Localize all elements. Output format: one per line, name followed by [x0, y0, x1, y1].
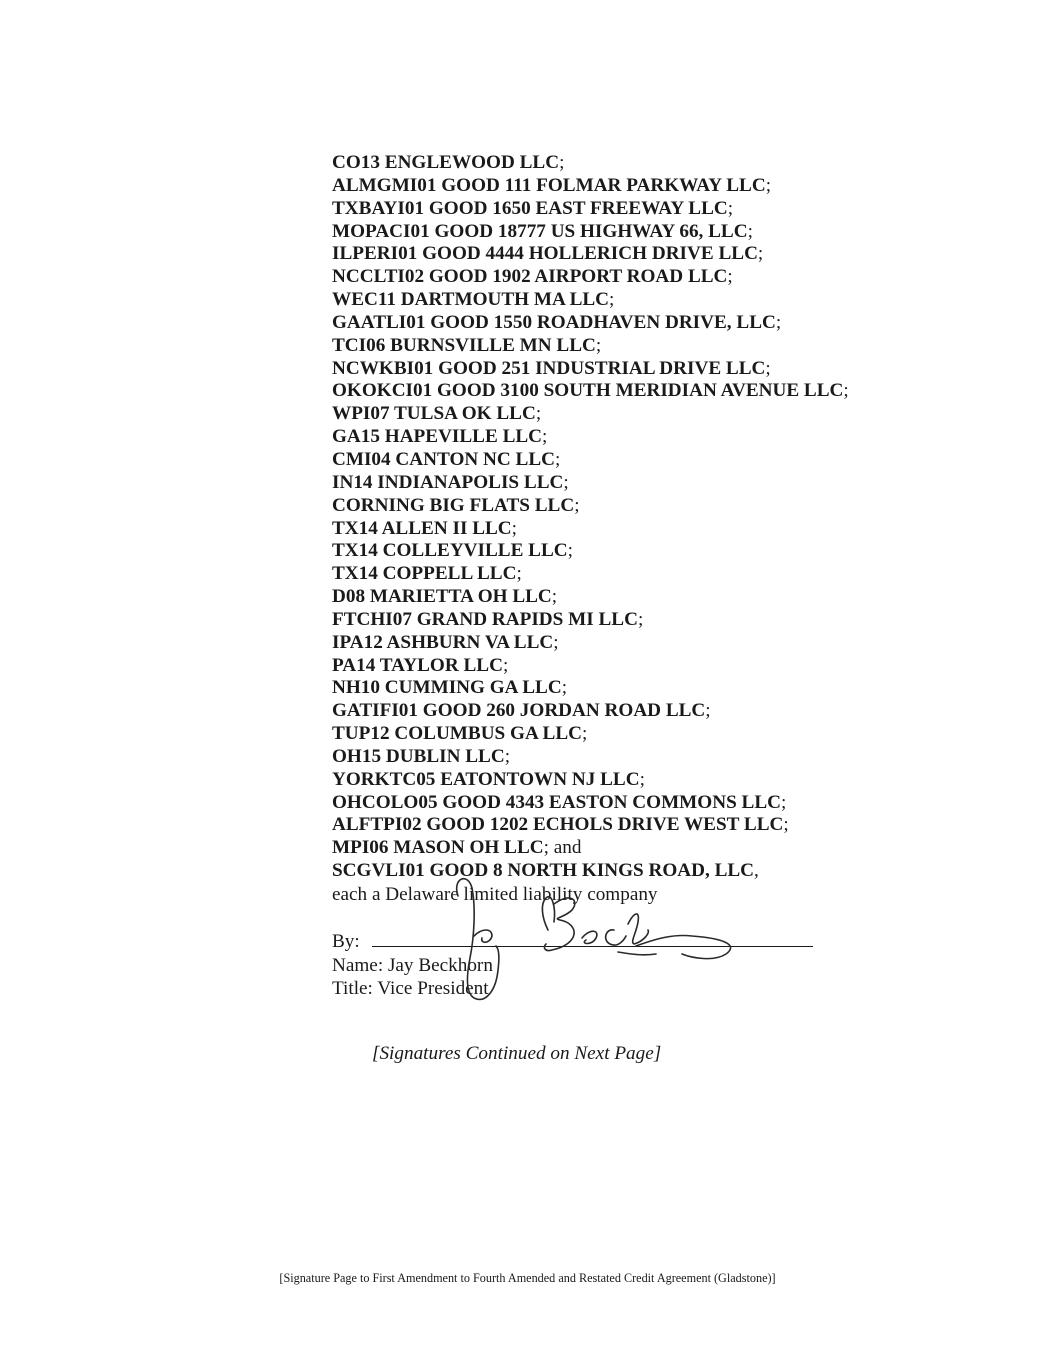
entity-line — [332, 677, 849, 700]
entity-separator: ; — [727, 266, 733, 288]
entity-line — [332, 837, 849, 860]
entity-separator: ; — [559, 152, 565, 173]
entity-line — [332, 426, 849, 449]
entity-separator: ; — [582, 723, 588, 745]
entity-line — [332, 632, 849, 655]
entity-separator: ; — [639, 768, 645, 790]
entity-line — [332, 700, 849, 723]
entity-separator: ; — [775, 311, 782, 333]
entity-separator: ; — [757, 243, 764, 265]
entity-separator: ; — [783, 814, 789, 836]
entity-name: IPA12 ASHBURN VA LLC — [332, 631, 554, 653]
entity-name: ILPERI01 GOOD 4444 HOLLERICH DRIVE LLC — [332, 243, 758, 265]
entity-name: NH10 CUMMING GA LLC — [332, 677, 562, 699]
entity-name: TCI06 BURNSVILLE MN LLC — [332, 334, 596, 356]
entity-name: GAATLI01 GOOD 1550 ROADHAVEN DRIVE, LLC — [332, 311, 776, 333]
entity-line — [332, 814, 849, 837]
entity-name: OKOKCI01 GOOD 3100 SOUTH MERIDIAN AVENUE LLC — [332, 380, 844, 402]
entity-line — [332, 266, 849, 289]
entity-separator: ; — [551, 586, 558, 608]
entity-separator: ; — [705, 700, 711, 722]
entity-name: SCGVLI01 GOOD 8 NORTH KINGS ROAD, LLC — [332, 860, 755, 882]
entity-separator: ; — [781, 791, 787, 813]
entity-separator: ; — [567, 540, 573, 562]
entity-line — [332, 495, 849, 518]
signer-name: Name: Jay Beckhorn — [332, 955, 493, 976]
entity-name: WEC11 DARTMOUTH MA LLC — [332, 289, 610, 311]
entity-separator: ; — [511, 517, 518, 539]
entity-line — [332, 358, 849, 381]
entity-name: CORNING BIG FLATS LLC — [332, 494, 575, 516]
entity-name: OHCOLO05 GOOD 4343 EASTON COMMONS LLC — [332, 791, 781, 813]
entity-name: NCCLTI02 GOOD 1902 AIRPORT ROAD LLC — [332, 266, 728, 288]
entity-separator: ; — [504, 745, 511, 767]
entity-line — [332, 289, 849, 312]
entity-separator: ; — [535, 403, 542, 425]
entity-name: D08 MARIETTA OH LLC — [332, 586, 552, 608]
entity-line — [332, 403, 849, 426]
entity-separator: ; — [843, 380, 849, 402]
entity-name: MPI06 MASON OH LLC — [332, 837, 544, 859]
entity-separator: ; — [542, 426, 548, 448]
entity-line — [332, 792, 849, 815]
entity-name: FTCHI07 GRAND RAPIDS MI LLC — [332, 608, 638, 630]
entity-line — [332, 243, 849, 266]
entity-name: TUP12 COLUMBUS GA LLC — [332, 723, 582, 745]
entity-separator: , — [754, 860, 759, 882]
entity-separator: ; — [765, 357, 771, 379]
entity-name: MOPACI01 GOOD 18777 US HIGHWAY 66, LLC — [332, 220, 748, 242]
entity-separator: ; — [516, 563, 522, 585]
entity-name: ALMGMI01 GOOD 111 FOLMAR PARKWAY LLC — [332, 174, 766, 196]
signer-title: Title: Vice President — [332, 978, 489, 999]
by-label: By: — [332, 931, 360, 952]
signatures-continued-note: [Signatures Continued on Next Page] — [372, 1043, 662, 1064]
signatory-entity-list — [332, 152, 849, 883]
entity-line — [332, 198, 849, 221]
entity-line — [332, 518, 849, 541]
entity-separator: ; — [554, 448, 561, 470]
entity-name: TX14 COPPELL LLC — [332, 563, 517, 585]
entity-name: TX14 ALLEN II LLC — [332, 517, 512, 539]
entity-name: CO13 ENGLEWOOD LLC — [332, 152, 560, 173]
entity-name: GA15 HAPEVILLE LLC — [332, 426, 543, 448]
handwritten-signature — [430, 858, 830, 1008]
entity-line — [332, 449, 849, 472]
entity-line — [332, 380, 849, 403]
entity-separator: ; — [637, 608, 644, 630]
entity-line — [332, 221, 849, 244]
entity-description: each a Delaware limited liability company — [332, 884, 658, 905]
entity-separator: ; — [609, 289, 615, 311]
entity-line — [332, 312, 849, 335]
page-footer: [Signature Page to First Amendment to Fourth Amended and Restated Credit Agreement (Gladstone)] — [279, 1271, 776, 1285]
entity-line — [332, 563, 849, 586]
entity-name: TXBAYI01 GOOD 1650 EAST FREEWAY LLC — [332, 197, 728, 219]
entity-name: CMI04 CANTON NC LLC — [332, 448, 555, 470]
entity-line — [332, 609, 849, 632]
entity-name: IN14 INDIANAPOLIS LLC — [332, 471, 564, 493]
entity-name: ALFTPI02 GOOD 1202 ECHOLS DRIVE WEST LLC — [332, 814, 784, 836]
entity-line — [332, 655, 849, 678]
entity-separator: ; — [553, 631, 559, 653]
entity-name: NCWKBI01 GOOD 251 INDUSTRIAL DRIVE LLC — [332, 357, 766, 379]
entity-separator: ; — [765, 174, 772, 196]
entity-line — [332, 472, 849, 495]
entity-line — [332, 769, 849, 792]
entity-line — [332, 335, 849, 358]
entity-separator: ; — [561, 677, 568, 699]
entity-line — [332, 723, 849, 746]
entity-name: PA14 TAYLOR LLC — [332, 654, 503, 676]
entity-line — [332, 540, 849, 563]
entity-separator: ; and — [543, 837, 582, 859]
entity-separator: ; — [727, 197, 734, 219]
entity-separator: ; — [595, 334, 602, 356]
entity-line — [332, 586, 849, 609]
entity-separator: ; — [502, 654, 509, 676]
entity-line — [332, 746, 849, 769]
entity-line — [332, 152, 849, 175]
entity-separator: ; — [747, 220, 753, 242]
entity-name: YORKTC05 EATONTOWN NJ LLC — [332, 768, 640, 790]
entity-name: TX14 COLLEYVILLE LLC — [332, 540, 568, 562]
entity-separator: ; — [574, 494, 580, 516]
entity-line — [332, 175, 849, 198]
entity-name: WPI07 TULSA OK LLC — [332, 403, 536, 425]
entity-name: GATIFI01 GOOD 260 JORDAN ROAD LLC — [332, 700, 706, 722]
entity-separator: ; — [563, 471, 569, 493]
entity-name: OH15 DUBLIN LLC — [332, 745, 505, 767]
